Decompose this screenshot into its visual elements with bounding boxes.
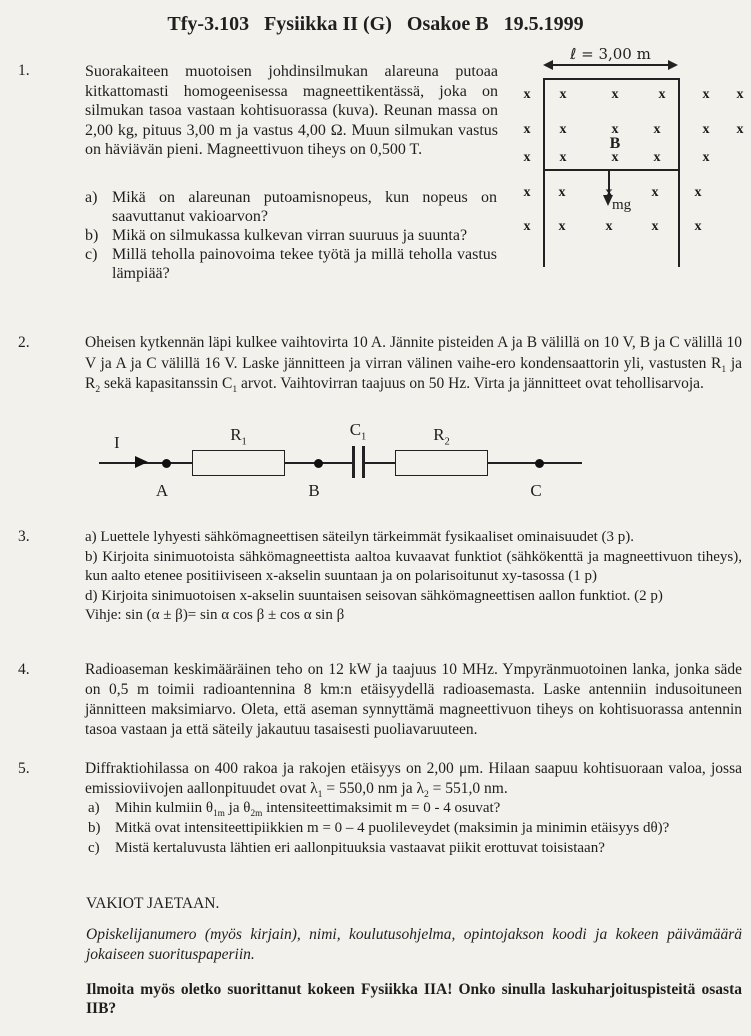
q1-body: Suorakaiteen muotoisen johdinsilmukan alareuna putoaa kitkattomasti homogeenisessa magneettikentässä, joka on silmukan tasoa vastaan kohtisuorassa (kuva). Reunan massa on 2,00 kg, pituus 3,00 m ja vastus 4,00 Ω. Muun silmukan vastus on häviävän pieni. Magneettivuon tiheys on 0,500 T. — [85, 63, 498, 158]
q5-number: 5. — [18, 760, 30, 777]
resistor-r2-box — [395, 450, 488, 476]
field-into-page-mark: x — [611, 150, 619, 165]
dimension-arrow-line — [550, 64, 671, 66]
node-a-label: A — [155, 481, 169, 500]
node-b-dot — [314, 459, 323, 468]
field-into-page-mark: x — [694, 219, 702, 234]
field-into-page-mark: x — [558, 219, 566, 234]
field-into-page-mark: x — [702, 87, 710, 102]
q3-body — [85, 528, 742, 626]
page-title — [0, 13, 751, 36]
node-c-dot — [535, 459, 544, 468]
title-exam-name: Osakoe B — [406, 13, 489, 35]
field-into-page-mark: x — [736, 122, 744, 137]
field-into-page-mark: x — [605, 219, 613, 234]
exam-status-question: Ilmoita myös oletko suorittanut kokeen Fysiikka IIA! Onko sinulla laskuharjoituspisteitä osasta IIB? — [86, 981, 742, 1017]
item-label: b) — [85, 227, 99, 244]
title-date: 19.5.1999 — [503, 13, 584, 35]
item-text: Mikä on silmukassa kulkevan virran suuruus ja suunta? — [112, 227, 468, 244]
item-text: Mikä on alareunan putoamisnopeus, kun nopeus on saavuttanut vakioarvon? — [112, 189, 497, 225]
node-c-label: C — [530, 481, 542, 500]
q4-number: 4. — [18, 661, 30, 678]
node-a-dot — [162, 459, 171, 468]
circuit-diagram — [90, 420, 595, 503]
magnetic-field-label: B — [609, 135, 621, 152]
item-label: a) — [88, 800, 100, 816]
q2-body: Oheisen kytkennän läpi kulkee vaihtovirta 10 A. Jännite pisteiden A ja B välillä on 10 V, B ja C välillä 10 V ja A ja C välillä 16 V. Laske jännitteen ja virran välinen vaihe-ero kondensaattorin yli, vastusten $R_1$ ja $R_2$ sekä kapasitanssin $C_1$ arvot. Vaihtovirran taajuus on 50 Hz. Virta ja jännitteet ovat tehollisarvoja. — [85, 334, 743, 396]
q5-item-c — [88, 838, 742, 858]
field-into-page-mark: x — [523, 185, 531, 200]
field-into-page-mark: x — [559, 150, 567, 165]
item-text: Mihin kulmiin $\theta_{1m}$ ja $\theta_{2m}$ intensiteettimaksimit m = 0 - 4 osuvat? — [115, 800, 501, 819]
dimension-arrowhead-right-icon — [668, 60, 678, 70]
q2-number: 2. — [18, 334, 30, 351]
item-text: Mitkä ovat intensiteettipiikkien m = 0 – 4 puolileveydet (maksimin ja minimin etäisyys dθ)? — [115, 820, 670, 836]
q4-body: Radioaseman keskimääräinen teho on 12 kW ja taajuus 10 MHz. Ympyränmuotoinen lanka, jonka säde on 0,5 m toimii radioantennina 8 km:n etäisyydellä radioasemasta. Laske antenniin indusoituneen jännitteen maksimiarvo. Oleta, että aseman synnyttämä magneettivuon tiheys on kohtisuorassa antennin tasoa vastaan ja että säteily jakautuu tasaisesti puoliavaruuteen. — [85, 661, 742, 738]
field-into-page-mark: x — [702, 150, 710, 165]
field-into-page-mark: x — [611, 122, 619, 137]
loop-width-dimension-label: ℓ = 3,00 m — [570, 45, 651, 63]
item-label: c) — [88, 840, 100, 856]
field-into-page-mark: x — [559, 122, 567, 137]
current-direction-arrow-icon — [135, 456, 148, 468]
capacitor-c1-left-plate — [352, 446, 355, 478]
field-into-page-mark: x — [694, 185, 702, 200]
q5-item-a — [88, 798, 742, 818]
field-into-page-mark: x — [651, 219, 659, 234]
q3-hint: Vihje: sin (α ± β)= sin α cos β ± cos α sin β — [85, 607, 345, 623]
q1-item-a — [85, 188, 497, 226]
capacitor-c1-right-plate — [362, 446, 365, 478]
item-text: Millä teholla painovoima tekee työtä ja millä teholla vastus lämpiää? — [112, 246, 497, 282]
current-label: I — [114, 433, 120, 452]
field-into-page-mark: x — [558, 185, 566, 200]
item-label: a) — [85, 189, 98, 206]
constants-note: VAKIOT JAETAAN. — [86, 895, 220, 912]
field-into-page-mark: x — [605, 185, 613, 200]
q3-part-d: d) Kirjoita sinimuotoisen x-akselin suuntaisen seisovan sähkömagneettisen aallon funktiot. (2 p) — [85, 587, 663, 604]
loop-left-side — [543, 78, 545, 267]
field-into-page-mark: x — [658, 87, 666, 102]
resistor-r1-box — [192, 450, 285, 476]
q3-part-b: b) Kirjoita sinimuotoista sähkömagneettista aaltoa kuvaavat funktiot (sähkökenttä ja magneettivuon tiheys), kun aalto etenee positiiviseen x-akselin suuntaan ja on polarisoitunut xy-tasossa (1 p) — [85, 548, 742, 584]
dimension-arrowhead-left-icon — [543, 60, 553, 70]
node-b-label: B — [308, 481, 320, 500]
field-into-page-mark: x — [653, 150, 661, 165]
q1-item-b — [85, 226, 497, 245]
field-into-page-mark: x — [523, 87, 531, 102]
falling-lower-edge — [543, 169, 680, 171]
q3-part-a: a) Luettele lyhyesti sähkömagneettisen säteilyn tärkeimmät fysikaaliset ominaisuudet (3 p). — [85, 529, 635, 545]
field-into-page-mark: x — [523, 150, 531, 165]
identification-instruction: Opiskelijanumero (myös kirjain), nimi, koulutusohjelma, opintojakson koodi ja kokeen päivämäärä jokaiseen suorituspaperiin. — [86, 926, 742, 963]
title-course-name: Fysiikka II (G) — [264, 13, 392, 35]
field-into-page-mark: x — [559, 87, 567, 102]
q5-item-b — [88, 818, 742, 838]
field-into-page-mark: x — [702, 122, 710, 137]
item-label: c) — [85, 246, 98, 263]
field-into-page-mark: x — [611, 87, 619, 102]
field-into-page-mark: x — [523, 219, 531, 234]
loop-right-side — [678, 78, 680, 267]
field-into-page-mark: x — [523, 122, 531, 137]
q5-items — [88, 798, 742, 858]
item-text: Mistä kertaluvusta lähtien eri aallonpituuksia vastaavat piikit erottuvat toisistaan? — [115, 840, 605, 856]
q1-item-c — [85, 245, 497, 283]
resistor-r2-label: $R_2$ — [433, 425, 450, 448]
resistor-r1-label: $R_1$ — [230, 425, 247, 448]
weight-label: mg — [612, 197, 632, 213]
item-label: b) — [88, 820, 101, 836]
capacitor-c1-label: $C_1$ — [349, 420, 367, 443]
loop-top-edge — [543, 78, 680, 80]
q3-number: 3. — [18, 528, 30, 545]
title-course-code: Tfy-3.103 — [167, 13, 250, 35]
field-into-page-mark: x — [736, 87, 744, 102]
field-into-page-mark: x — [653, 122, 661, 137]
q1-items — [85, 188, 497, 283]
field-into-page-mark: x — [651, 185, 659, 200]
figure-loop-in-magnetic-field — [505, 45, 751, 285]
q1-number: 1. — [18, 62, 30, 79]
q5-body: Diffraktiohilassa on 400 rakoa ja rakojen etäisyys on 2,00 μm. Hilaan saapuu kohtisuoraan valoa, jossa emissioviivojen aallonpituudet ovat $\lambda_1 = 550,0$ nm ja $\lambda_2 = 551,0$ nm. — [85, 760, 742, 801]
